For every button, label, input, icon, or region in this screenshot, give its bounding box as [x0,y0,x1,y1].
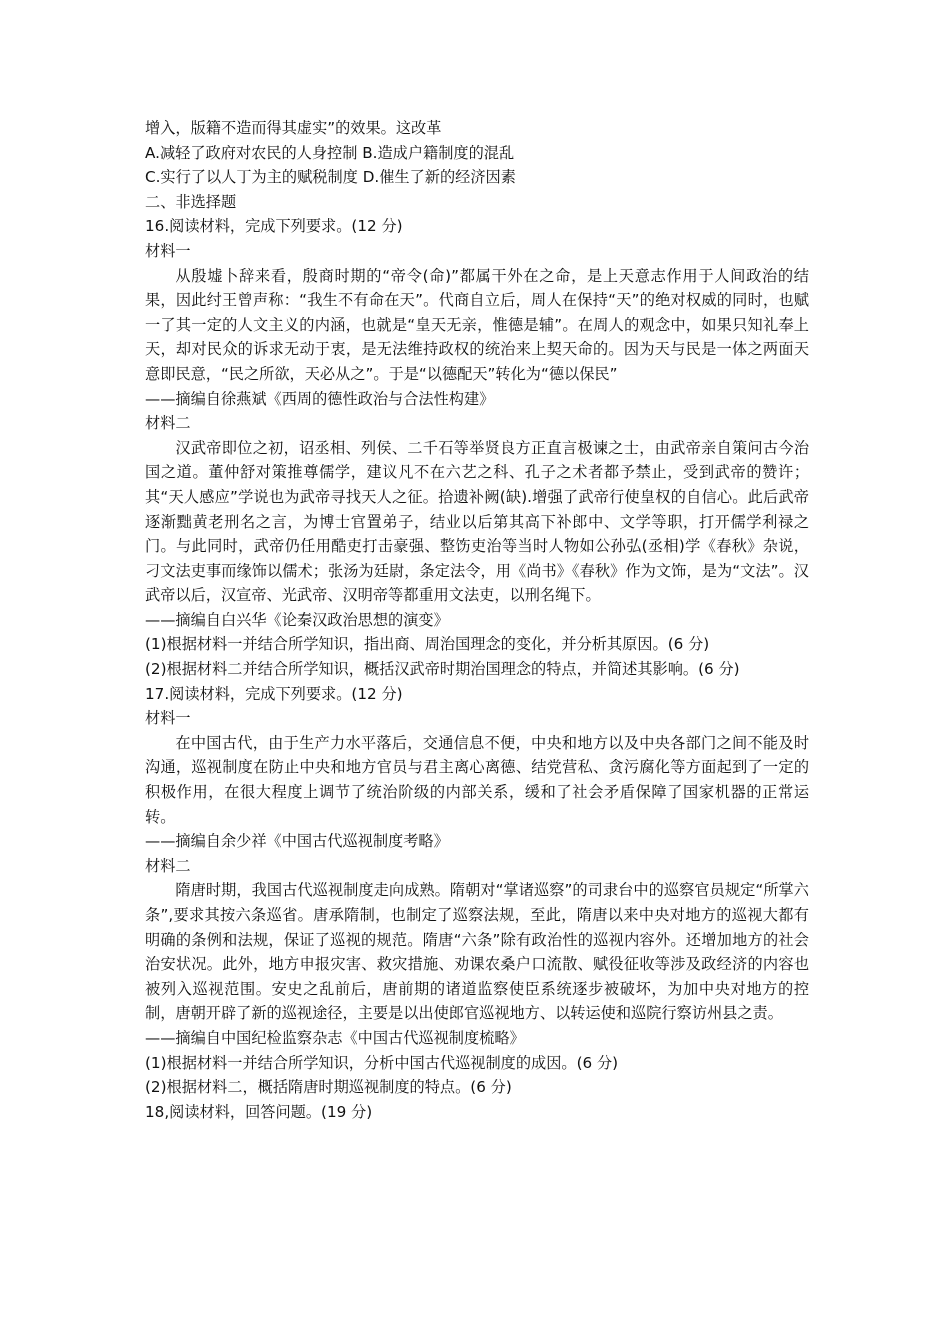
q17-material2-label: 材料二 [145,856,191,875]
q18-stem: 18,阅读材料，回答问题。(19 分) [145,1102,373,1121]
q17-material2-source: ——摘编自中国纪检监察杂志《中国古代巡视制度梳略》 [145,1028,525,1047]
q16-material2-source: ——摘编自白兴华《论秦汉政治思想的演变》 [145,610,449,629]
section-title: 二、非选择题 [145,192,237,211]
q16-sub-question-1: (1)根据材料一并结合所学知识，指出商、周治国理念的变化，并分析其原因。(6 分) [145,635,710,654]
exam-page [145,116,809,1124]
q15-options-ab: A.减轻了政府对农民的人身控制 B.造成户籍制度的混乱 [145,143,515,162]
q16-material2-text: 汉武帝即位之初，诏丞相、列侯、二千石等举贤良方正直言极谏之士，由武帝亲自策问古今治国之道。董仲舒对策推尊儒学，建议凡不在六艺之科、孔子之术者都予禁止，受到武帝的赞许；其“天人感应”学说也为武帝寻找天人之征。拾遗补阙(缺).增强了武帝行使皇权的自信心。此后武帝逐渐黜黄老刑名之言，为博士官置弟子，结业以后第其高下补郎中、文学等职，打开儒学利禄之门。与此同时，武帝仍任用酷吏打击豪强、整饬吏治等当时人物如公孙弘(丞相)学《春秋》杂说，刁文法吏事而缘饰以儒术；张汤为廷尉，条定法令，用《尚书》《春秋》作为文饰，是为“文法”。汉武帝以后，汉宣帝、光武帝、汉明帝等都重用文法吏，以刑名绳下。 [145,438,809,605]
q16-material1-text: 从殷墟卜辞来看，殷商时期的“帝令(命)”都属干外在之命，是上天意志作用于人间政治的结果，因此纣王曾声称：“我生不有命在天”。代商自立后，周人在保持“天”的绝对权威的同时，也赋一了其一定的人文主义的内涵，也就是“皇天无亲，惟德是辅”。在周人的观念中，如果只知礼奉上天，却对民众的诉求无动于衷，是无法维持政权的统治来上契天命的。因为天与民是一体之两面天意即民意，“民之所欲，天必从之”。于是“以德配天”转化为“德以保民” [145,266,809,383]
q16-stem: 16.阅读材料，完成下列要求。(12 分) [145,217,403,236]
q17-sub-question-2: (2)根据材料二，概括隋唐时期巡视制度的特点。(6 分) [145,1078,512,1097]
q17-material1-source: ——摘编自余少祥《中国古代巡视制度考略》 [145,832,449,851]
q17-material1-text: 在中国古代，由于生产力水平落后，交通信息不便，中央和地方以及中央各部门之间不能及时沟通，巡视制度在防止中央和地方官员与君主离心离德、结党营私、贪污腐化等方面起到了一定的积极作用，在很大程度上调节了统治阶级的内部关系，缓和了社会矛盾保障了国家机器的正常运转。 [145,733,809,826]
q17-material1-label: 材料一 [145,709,191,728]
q17-stem: 17.阅读材料，完成下列要求。(12 分) [145,684,403,703]
q15-stem-end: 增入，版籍不造而得其虚实”的效果。这改革 [145,119,442,137]
q17-sub-question-1: (1)根据材料一并结合所学知识，分析中国古代巡视制度的成因。(6 分) [145,1053,619,1072]
q16-material2-label: 材料二 [145,414,191,433]
q17-material2-text: 隋唐时期，我国古代巡视制度走向成熟。隋朝对“掌诸巡察”的司隶台中的巡察官员规定“所掌六条”,要求其按六条巡省。唐承隋制，也制定了巡察法规，至此，隋唐以来中央对地方的巡视大都有明确的条例和法规，保证了巡视的规范。隋唐“六条”除有政治性的巡视内容外。还增加地方的社会治安状况。此外，地方申报灾害、救灾措施、劝课农桑户口流散、赋役征收等涉及政经济的内容也被列入巡视范围。安史之乱前后，唐前期的诸道监察使臣系统逐步被破坏，为加中央对地方的控制，唐朝开辟了新的巡视途径，主要是以出使郎官巡视地方、以转运使和巡院行察访州县之责。 [145,881,809,1023]
q16-material1-source: ——摘编自徐燕斌《西周的德性政治与合法性构建》 [145,389,495,408]
q15-options-cd: C.实行了以人丁为主的赋税制度 D.催生了新的经济因素 [145,168,516,187]
q16-material1-label: 材料一 [145,241,191,260]
q16-sub-question-2: (2)根据材料二并结合所学知识，概括汉武帝时期治国理念的特点，并简述其影响。(6 分) [145,660,740,679]
